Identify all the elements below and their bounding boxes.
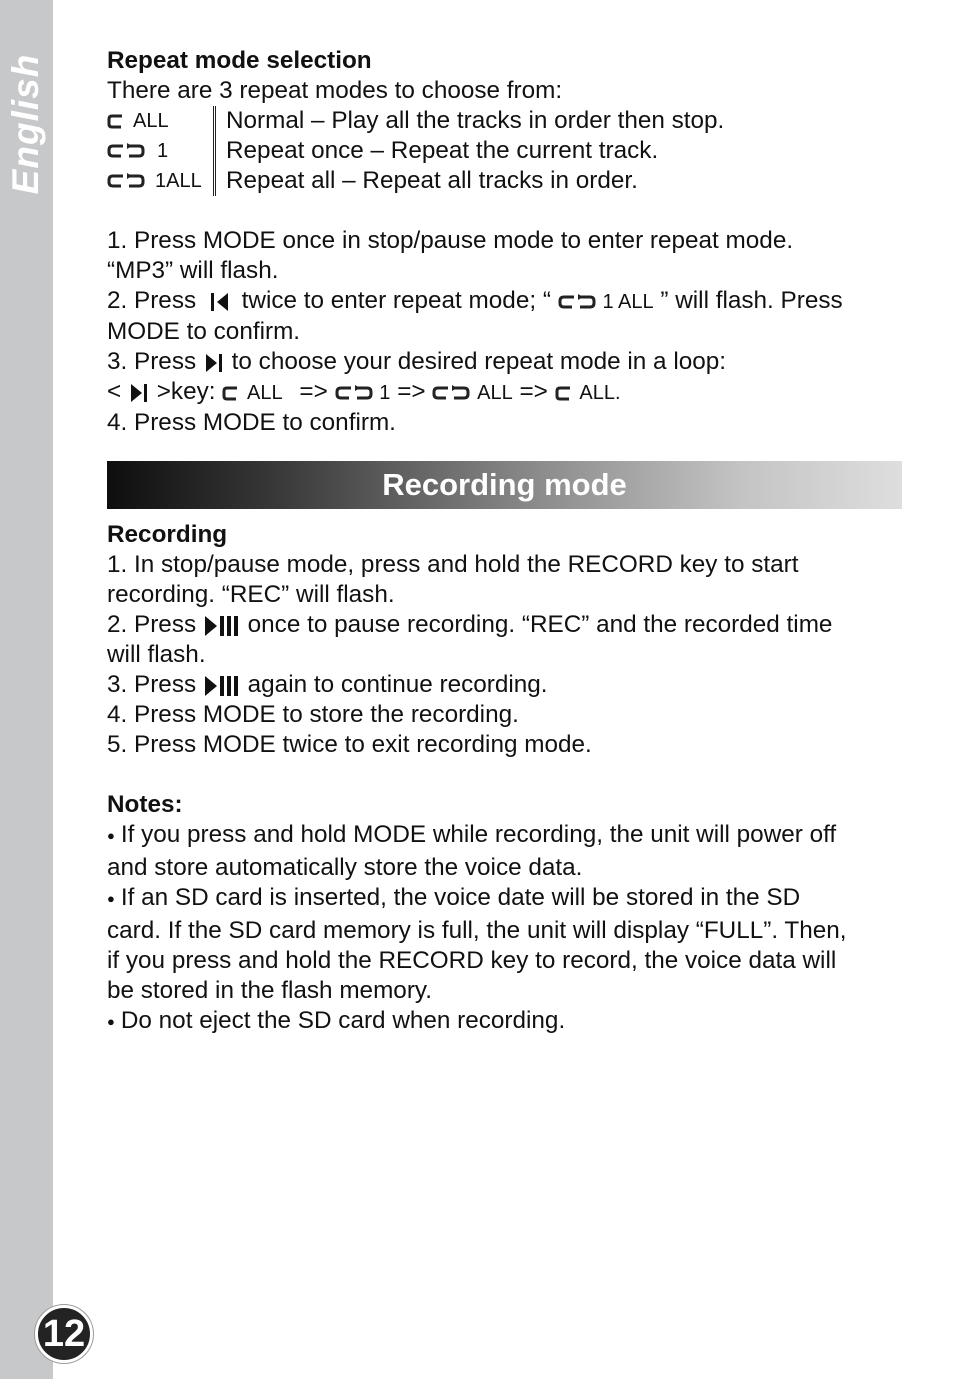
repeat-all-icon	[558, 294, 596, 310]
step-text: twice to enter repeat mode; “	[241, 287, 551, 314]
spacer	[107, 196, 907, 226]
recording-step-1: 1. In stop/pause mode, press and hold the RECORD key to start	[107, 551, 799, 578]
spacer	[107, 760, 907, 790]
repeat-step-1-cont: “MP3” will flash.	[107, 257, 279, 284]
recording-step-5: 5. Press MODE twice to exit recording mode.	[107, 731, 592, 758]
icon-label: 1	[379, 382, 391, 404]
step-text: once to pause recording. “REC” and the recorded time	[247, 611, 833, 638]
divider	[213, 166, 216, 196]
step-text: 3. Press	[107, 671, 197, 698]
icon-label: ALL	[477, 382, 513, 404]
play-pause-icon	[203, 614, 241, 638]
repeat-step-4: 4. Press MODE to confirm.	[107, 409, 396, 436]
repeat-all-icon	[432, 385, 470, 401]
recording-heading: Recording	[107, 521, 228, 548]
recording-step-4: 4. Press MODE to store the recording.	[107, 701, 519, 728]
note-2-cont: be stored in the flash memory.	[107, 977, 433, 1004]
repeat-normal-icon	[222, 385, 240, 401]
step-text: 2. Press	[107, 611, 197, 638]
repeat-loop-line	[107, 377, 907, 408]
repeat-intro: There are 3 repeat modes to choose from:	[107, 77, 563, 104]
icon-label: 1 ALL	[602, 291, 654, 313]
repeat-heading: Repeat mode selection	[107, 47, 372, 74]
arrow: =>	[519, 378, 548, 405]
recording-step-2	[107, 610, 907, 640]
sidebar	[0, 0, 86, 1379]
icon-label: ALL	[247, 382, 283, 404]
skip-back-icon	[209, 291, 231, 313]
page-content	[107, 46, 907, 1039]
play-pause-icon	[203, 674, 241, 698]
divider	[213, 106, 216, 136]
step-text: 3. Press	[107, 348, 197, 375]
step-text: again to continue recording.	[247, 671, 548, 698]
repeat-step-2	[107, 286, 907, 317]
note-1-cont: and store automatically store the voice data.	[107, 854, 583, 881]
skip-forward-icon	[203, 352, 225, 374]
recording-step-3	[107, 670, 907, 700]
language-label: English	[5, 53, 46, 195]
recording-step-1-cont: recording. “REC” will flash.	[107, 581, 395, 608]
repeat-once-icon	[335, 385, 373, 401]
repeat-normal-icon	[107, 113, 125, 129]
note-2: ● If an SD card is inserted, the voice date will be stored in the SD	[107, 883, 907, 916]
mode-row-normal	[107, 106, 907, 136]
repeat-once-icon	[107, 143, 145, 159]
arrow: =>	[299, 378, 328, 405]
repeat-all-icon	[107, 173, 145, 189]
mode-label: 1	[157, 140, 169, 162]
mode-desc: Repeat once – Repeat the current track.	[226, 137, 659, 164]
note-2-cont: card. If the SD card memory is full, the unit will display “FULL”. Then,	[107, 917, 847, 944]
mode-desc: Repeat all – Repeat all tracks in order.	[226, 167, 638, 194]
repeat-step-3	[107, 347, 907, 377]
note-1: ● If you press and hold MODE while recording, the unit will power off	[107, 820, 907, 853]
skip-forward-icon	[128, 382, 150, 404]
mode-row-once	[107, 136, 907, 166]
icon-label: ALL.	[579, 382, 621, 404]
note-3: ● Do not eject the SD card when recording.	[107, 1006, 907, 1039]
step-text: >key:	[156, 378, 216, 405]
repeat-normal-icon	[555, 385, 573, 401]
step-text: <	[107, 378, 122, 405]
mode-label: 1ALL	[155, 170, 202, 192]
mode-desc: Normal – Play all the tracks in order then stop.	[226, 107, 725, 134]
note-2-cont: if you press and hold the RECORD key to record, the voice data will	[107, 947, 837, 974]
page-number: 12	[35, 1305, 93, 1363]
repeat-step-1: 1. Press MODE once in stop/pause mode to enter repeat mode.	[107, 227, 794, 254]
notes-heading: Notes:	[107, 791, 183, 818]
arrow: =>	[397, 378, 426, 405]
step-text: ” will flash. Press	[660, 287, 843, 314]
mode-label: ALL	[133, 110, 169, 132]
step-text: to choose your desired repeat mode in a loop:	[231, 348, 727, 375]
repeat-step-2-cont: MODE to confirm.	[107, 318, 301, 345]
recording-step-2-cont: will flash.	[107, 641, 206, 668]
mode-row-all	[107, 166, 907, 196]
section-banner: Recording mode	[107, 461, 902, 509]
divider	[213, 136, 216, 166]
step-text: 2. Press	[107, 287, 197, 314]
